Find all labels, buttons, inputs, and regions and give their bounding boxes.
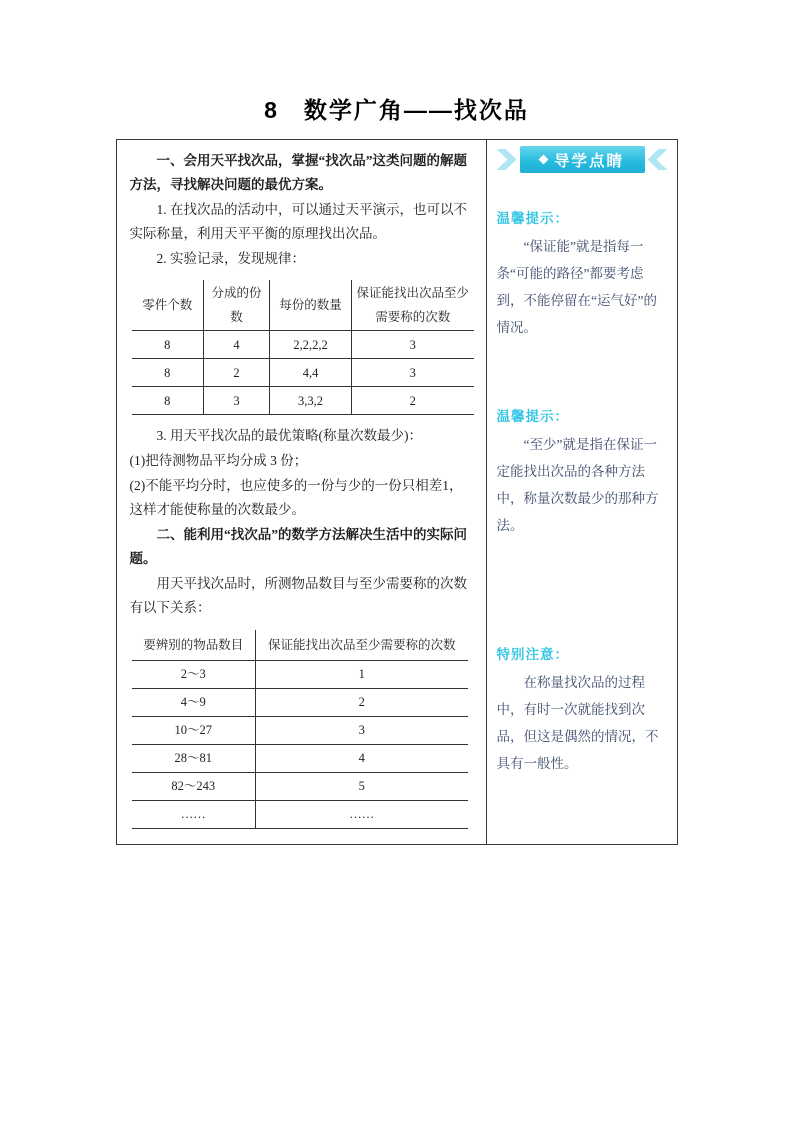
table-cell: 3 (256, 716, 468, 744)
tip-label: 温馨提示： (496, 211, 569, 226)
table-header-cell: 保证能找出次品至少需要称的次数 (256, 630, 468, 660)
table-row (132, 688, 468, 716)
table-cell: 3 (352, 359, 474, 387)
section1-heading: 一、会用天平找次品，掌握“找次品”这类问题的解题方法，寻找解决问题的最优方案。 (129, 153, 467, 192)
tip-label: 温馨提示： (496, 409, 569, 424)
section2-para1: 用天平找次品时，所测物品数目与至少需要称的次数有以下关系： (129, 576, 467, 615)
table-cell: 5 (256, 772, 468, 800)
sidebar (486, 140, 677, 844)
tip-text: “保证能”就是指每一条“可能的路径”都要考虑到，不能停留在“运气好”的情况。 (496, 239, 657, 335)
table-cell: 82～243 (132, 772, 256, 800)
table-cell: 3,3,2 (270, 387, 352, 415)
table-header-cell: 保证能找出次品至少需要称的次数 (352, 280, 474, 331)
table-cell: 4～9 (132, 688, 256, 716)
table-cell: 1 (256, 660, 468, 688)
table-row (132, 800, 468, 828)
section1-para5: (2)不能平均分时，也应使多的一份与少的一份只相差1，这样才能使称量的次数最少。 (129, 478, 463, 517)
items-count-table (132, 630, 468, 829)
table-row (132, 359, 474, 387)
table-header-cell: 要辨别的物品数目 (132, 630, 256, 660)
tip-special-note (497, 643, 668, 777)
table-cell: …… (132, 800, 256, 828)
tip-warm-hint-2 (497, 405, 668, 539)
table-cell: 28～81 (132, 744, 256, 772)
tip-text: 在称量找次品的过程中，有时一次就能找到次品，但这是偶然的情况，不具有一般性。 (496, 675, 659, 771)
table-row (132, 660, 468, 688)
section1-para4: (1)把待测物品平均分成 3 份； (129, 453, 308, 468)
content-box (116, 139, 678, 845)
table-row (132, 744, 468, 772)
banner-title: 导学点睛 (553, 152, 624, 170)
section2-heading: 二、能利用“找次品”的数学方法解决生活中的实际问题。 (129, 527, 467, 566)
table-row (132, 331, 474, 359)
table-cell: 3 (352, 331, 474, 359)
main-content (117, 140, 486, 844)
sidebar-banner (497, 146, 668, 173)
table-cell: 2～3 (132, 660, 256, 688)
banner-ribbon (520, 146, 645, 173)
tip-text: “至少”就是指在保证一定能找出次品的各种方法中，称量次数最少的那种方法。 (496, 437, 659, 533)
table-cell: 2 (204, 359, 270, 387)
table-cell: …… (256, 800, 468, 828)
table-cell: 3 (204, 387, 270, 415)
table-cell: 2,2,2,2 (270, 331, 352, 359)
table-cell: 8 (132, 359, 204, 387)
table-row (132, 772, 468, 800)
table-cell: 8 (132, 387, 204, 415)
section1-para2: 2. 实验记录，发现规律： (156, 251, 305, 266)
page-title: 8 数学广角——找次品 (264, 97, 529, 123)
banner-right-chevron-icon (648, 149, 668, 170)
table-cell: 8 (132, 331, 204, 359)
table-cell: 2 (256, 688, 468, 716)
experiment-record-table (132, 280, 474, 415)
table-cell: 10～27 (132, 716, 256, 744)
table-header-cell: 每份的数量 (270, 280, 352, 331)
table-header-row (132, 280, 474, 331)
section1-para1: 1. 在找次品的活动中，可以通过天平演示，也可以不实际称量，利用天平平衡的原理找出次品。 (129, 202, 467, 241)
table-cell: 2 (352, 387, 474, 415)
banner-left-chevron-icon (497, 149, 517, 170)
table-cell: 4 (204, 331, 270, 359)
tip-warm-hint-1 (497, 207, 668, 341)
table-header-row (132, 630, 468, 660)
table-header-cell: 零件个数 (132, 280, 204, 331)
table-header-cell: 分成的份数 (204, 280, 270, 331)
table-cell: 4,4 (270, 359, 352, 387)
table-row (132, 716, 468, 744)
table-cell: 4 (256, 744, 468, 772)
tip-label: 特别注意： (496, 647, 569, 662)
section1-para3: 3. 用天平找次品的最优策略(称量次数最少)： (156, 428, 422, 443)
table-row (132, 387, 474, 415)
diamond-icon (539, 155, 549, 165)
